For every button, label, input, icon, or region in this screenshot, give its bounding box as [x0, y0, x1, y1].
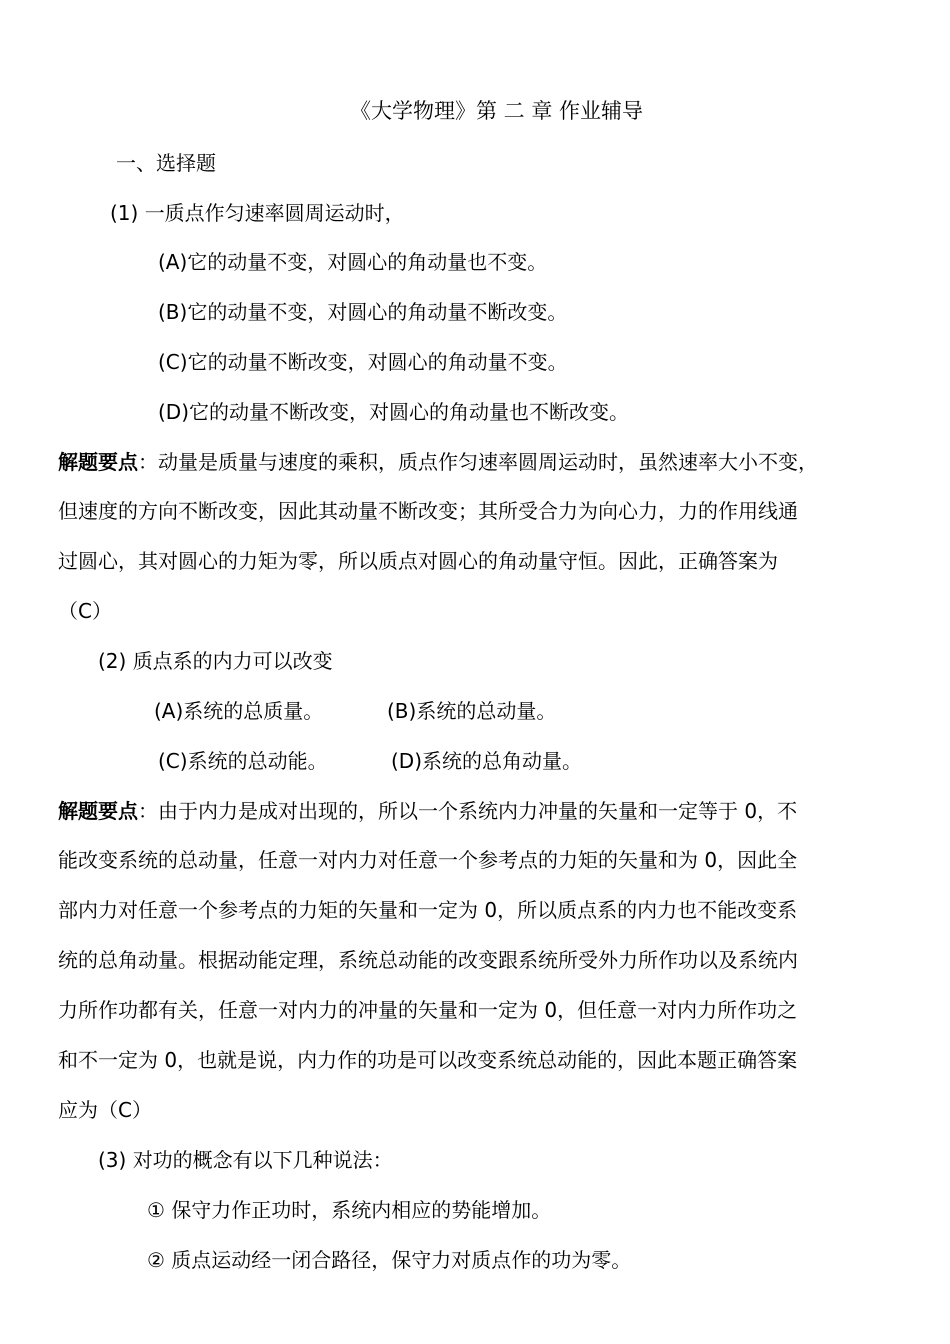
question-1-option-d: (D)它的动量不断改变，对圆心的角动量也不断改变。: [158, 400, 630, 424]
question-3-stem: (3) 对功的概念有以下几种说法：: [98, 1148, 393, 1172]
question-1-option-b: (B)它的动量不变，对圆心的角动量不断改变。: [158, 300, 568, 324]
question-2-option-a: (A)系统的总质量。: [154, 699, 324, 723]
analysis-text: ：由于内力是成对出现的，所以一个系统内力冲量的矢量和一定等于 0，不: [138, 799, 798, 823]
question-2-stem: (2) 质点系的内力可以改变: [98, 649, 333, 673]
question-2-analysis-line-6: 和不一定为 0，也就是说，内力作的功是可以改变系统总动能的，因此本题正确答案: [58, 1048, 798, 1072]
question-2-analysis-line-5: 力所作功都有关，任意一对内力的冲量的矢量和一定为 0，但任意一对内力所作功之: [58, 998, 798, 1022]
question-3-statement-1: ① 保守力作正功时，系统内相应的势能增加。: [147, 1198, 552, 1222]
question-3-statement-2: ② 质点运动经一闭合路径，保守力对质点作的功为零。: [147, 1248, 632, 1272]
question-2-option-c: (C)系统的总动能。: [158, 749, 328, 773]
analysis-label: 解题要点: [58, 450, 138, 474]
question-2-analysis-line-1: [58, 801, 797, 821]
question-1-option-c: (C)它的动量不断改变，对圆心的角动量不变。: [158, 350, 568, 374]
question-2-analysis-line-3: 部内力对任意一个参考点的力矩的矢量和一定为 0，所以质点系的内力也不能改变系: [58, 898, 798, 922]
question-1-analysis-line-1: [58, 452, 818, 472]
page-title: 《大学物理》第 二 章 作业辅导: [350, 99, 644, 123]
question-2-answer: 应为（C）: [58, 1098, 152, 1122]
question-1-analysis-line-3: 过圆心，其对圆心的力矩为零，所以质点对圆心的角动量守恒。因此，正确答案为: [58, 549, 778, 573]
question-1-option-a: (A)它的动量不变，对圆心的角动量也不变。: [158, 250, 548, 274]
question-2-option-d: (D)系统的总角动量。: [391, 749, 583, 773]
question-2-analysis-line-4: 统的总角动量。根据动能定理，系统总动能的改变跟系统所受外力所作功以及系统内: [58, 948, 798, 972]
question-1-answer: （C）: [58, 599, 112, 623]
section-heading: 一、选择题: [116, 151, 216, 175]
question-1-analysis-line-2: 但速度的方向不断改变，因此其动量不断改变；其所受合力为向心力，力的作用线通: [58, 499, 798, 523]
question-2-analysis-line-2: 能改变系统的总动量，任意一对内力对任意一个参考点的力矩的矢量和为 0，因此全: [58, 848, 798, 872]
question-2-option-b: (B)系统的总动量。: [387, 699, 557, 723]
question-1-stem: (1) 一质点作匀速率圆周运动时，: [110, 201, 405, 225]
analysis-text: ：动量是质量与速度的乘积，质点作匀速率圆周运动时，虽然速率大小不变，: [138, 450, 818, 474]
analysis-label: 解题要点: [58, 799, 138, 823]
